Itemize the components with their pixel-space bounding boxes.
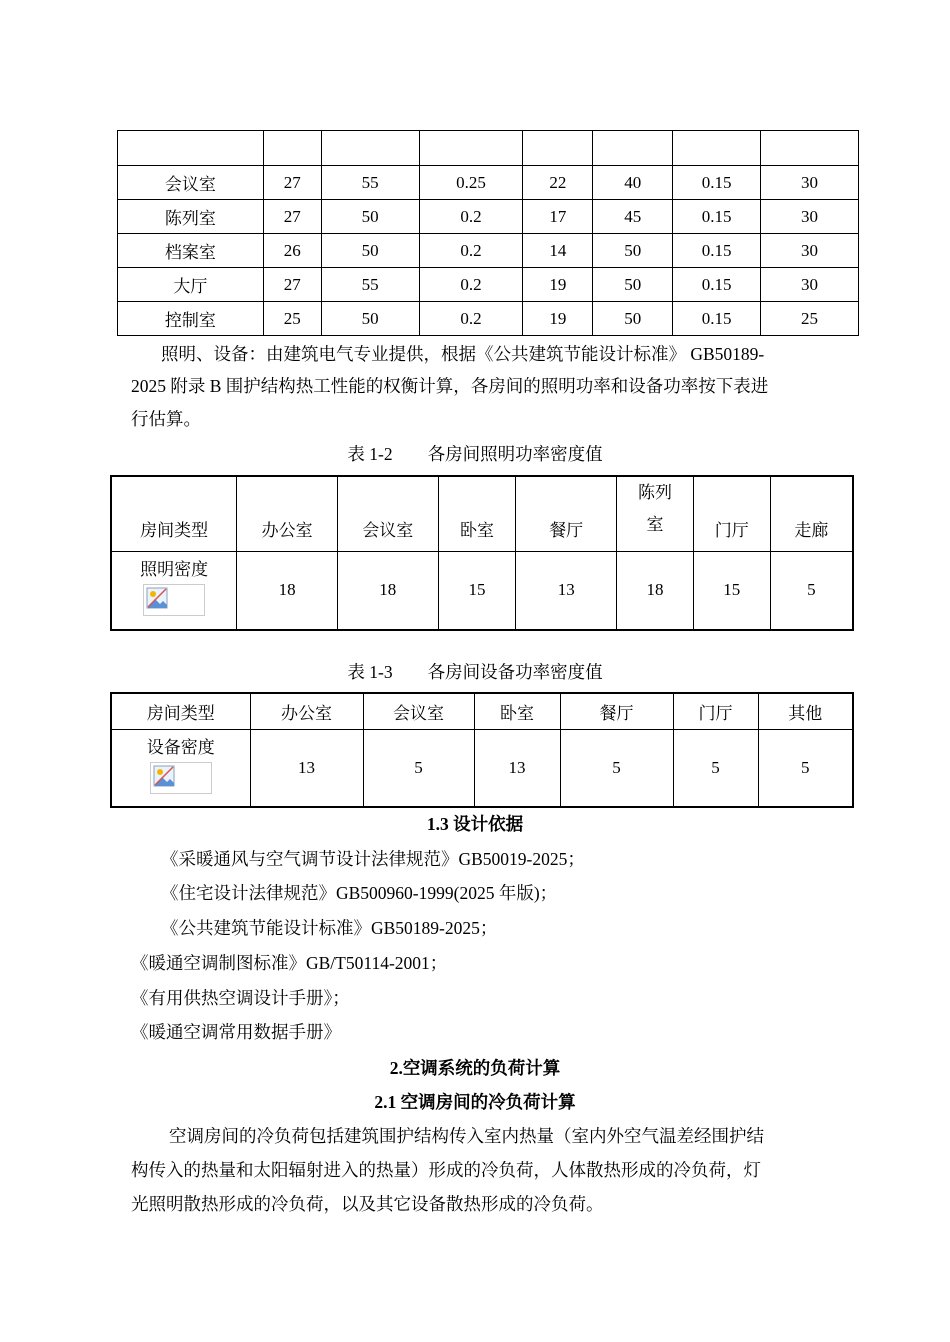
header-cell [593,131,673,166]
table-row [111,552,853,630]
table-cell: 26 [263,234,321,268]
table-cell: 50 [593,268,673,302]
room-name-cell: 控制室 [118,302,264,336]
header-label: 房间类型 [140,521,209,540]
table-cell: 40 [593,166,673,200]
table-cell: 30 [761,234,859,268]
table-cell: 25 [761,302,859,336]
paragraph-line: 构传入的热量和太阳辐射进入的热量）形成的冷负荷，人体散热形成的冷负荷，灯 [131,1160,761,1180]
table-lighting-density [110,475,854,631]
table-cell: 15 [693,552,770,630]
header-cell [321,131,419,166]
header-label: 走廊 [794,521,829,540]
header-cell: 会议室 [363,693,474,729]
room-name-cell: 会议室 [118,166,264,200]
table-cell: 0.2 [419,302,523,336]
broken-image-icon [143,584,205,616]
table-cell: 0.15 [673,268,761,302]
header-label: 门厅 [714,521,749,540]
table-cell: 50 [321,302,419,336]
table-caption: 表 1-2 各房间照明功率密度值 [347,444,603,464]
table-row [111,729,853,807]
table-cell: 0.2 [419,234,523,268]
header-cell [419,131,523,166]
room-name-cell: 档案室 [118,234,264,268]
header-label: 会议室 [362,521,414,540]
header-label: 餐厅 [549,521,584,540]
table-row [118,268,859,302]
reference-item: 《住宅设计法律规范》GB500960-1999(2025 年版)； [161,883,558,903]
chapter-heading: 2.空调系统的负荷计算 [389,1058,561,1078]
table-cell: 30 [761,200,859,234]
table-equipment-density [110,692,854,808]
table-cell: 13 [516,552,617,630]
header-cell: 其他 [758,693,853,729]
header-cell: 办公室 [250,693,363,729]
header-cell [118,131,264,166]
table-cell: 5 [363,729,474,807]
table-cell: 5 [560,729,673,807]
table-cell: 0.2 [419,268,523,302]
row-label: 照明密度 [140,560,209,579]
table-cell: 55 [321,166,419,200]
table-row [118,302,859,336]
table-cell: 5 [673,729,758,807]
table-header-row [111,693,853,729]
table-room-parameters [117,130,859,336]
table-row [118,200,859,234]
paragraph-line: 行估算。 [131,409,201,429]
header-cell: 餐厅 [560,693,673,729]
header-cell [438,476,516,552]
room-name-cell: 陈列室 [118,200,264,234]
table-cell: 19 [523,268,593,302]
row-label-cell [111,729,250,807]
broken-image-icon [150,762,212,794]
reference-item: 《暖通空调常用数据手册》 [131,1022,341,1042]
section-heading: 2.1 空调房间的冷负荷计算 [374,1092,576,1112]
table-cell: 50 [593,302,673,336]
table-cell: 0.15 [673,200,761,234]
header-cell [516,476,617,552]
header-cell [761,131,859,166]
table-cell: 17 [523,200,593,234]
paragraph-line: 照明、设备：由建筑电气专业提供，根据《公共建筑节能设计标准》 GB50189- [161,344,765,364]
table-header-row [118,131,859,166]
header-cell [337,476,438,552]
table-cell: 45 [593,200,673,234]
table-cell: 0.25 [419,166,523,200]
header-label: 陈列室 [637,483,672,534]
header-cell [523,131,593,166]
row-label-cell [111,552,237,630]
table-cell: 0.2 [419,200,523,234]
header-cell: 门厅 [673,693,758,729]
table-caption: 表 1-3 各房间设备功率密度值 [347,662,603,682]
table-cell: 27 [263,166,321,200]
paragraph-line: 光照明散热形成的冷负荷，以及其它设备散热形成的冷负荷。 [131,1194,604,1214]
table-cell: 50 [321,200,419,234]
table-cell: 18 [617,552,694,630]
table-cell: 0.15 [673,302,761,336]
header-cell [770,476,853,552]
header-cell: 房间类型 [111,693,250,729]
header-cell [237,476,338,552]
reference-item: 《采暖通风与空气调节设计法律规范》GB50019-2025； [161,849,585,869]
table-cell: 18 [337,552,438,630]
table-cell: 22 [523,166,593,200]
reference-item: 《暖通空调制图标准》GB/T50114-2001； [131,953,448,973]
section-heading: 1.3 设计依据 [426,814,524,834]
header-cell: 卧室 [474,693,560,729]
table-cell: 19 [523,302,593,336]
table-cell: 27 [263,268,321,302]
header-cell [111,476,237,552]
table-cell: 18 [237,552,338,630]
table-cell: 25 [263,302,321,336]
header-cell [693,476,770,552]
paragraph-line: 2025 附录 B 围护结构热工性能的权衡计算，各房间的照明功率和设备功率按下表进 [131,376,769,396]
header-cell [263,131,321,166]
room-name-cell: 大厅 [118,268,264,302]
table-cell: 30 [761,268,859,302]
table-cell: 15 [438,552,516,630]
header-label: 办公室 [261,521,313,540]
header-cell [673,131,761,166]
table-cell: 50 [321,234,419,268]
table-cell: 13 [250,729,363,807]
header-cell [617,476,694,552]
table-cell: 14 [523,234,593,268]
paragraph-line: 空调房间的冷负荷包括建筑围护结构传入室内热量（室内外空气温差经围护结 [169,1126,764,1146]
table-cell: 5 [758,729,853,807]
table-cell: 13 [474,729,560,807]
header-label: 卧室 [459,521,494,540]
table-row [118,166,859,200]
table-row [118,234,859,268]
table-cell: 55 [321,268,419,302]
table-cell: 30 [761,166,859,200]
table-cell: 50 [593,234,673,268]
row-label: 设备密度 [146,737,215,757]
table-cell: 5 [770,552,853,630]
reference-item: 《公共建筑节能设计标准》GB50189-2025； [161,918,498,938]
reference-item: 《有用供热空调设计手册》； [131,988,350,1008]
table-cell: 0.15 [673,166,761,200]
table-cell: 0.15 [673,234,761,268]
table-header-row [111,476,853,552]
table-cell: 27 [263,200,321,234]
